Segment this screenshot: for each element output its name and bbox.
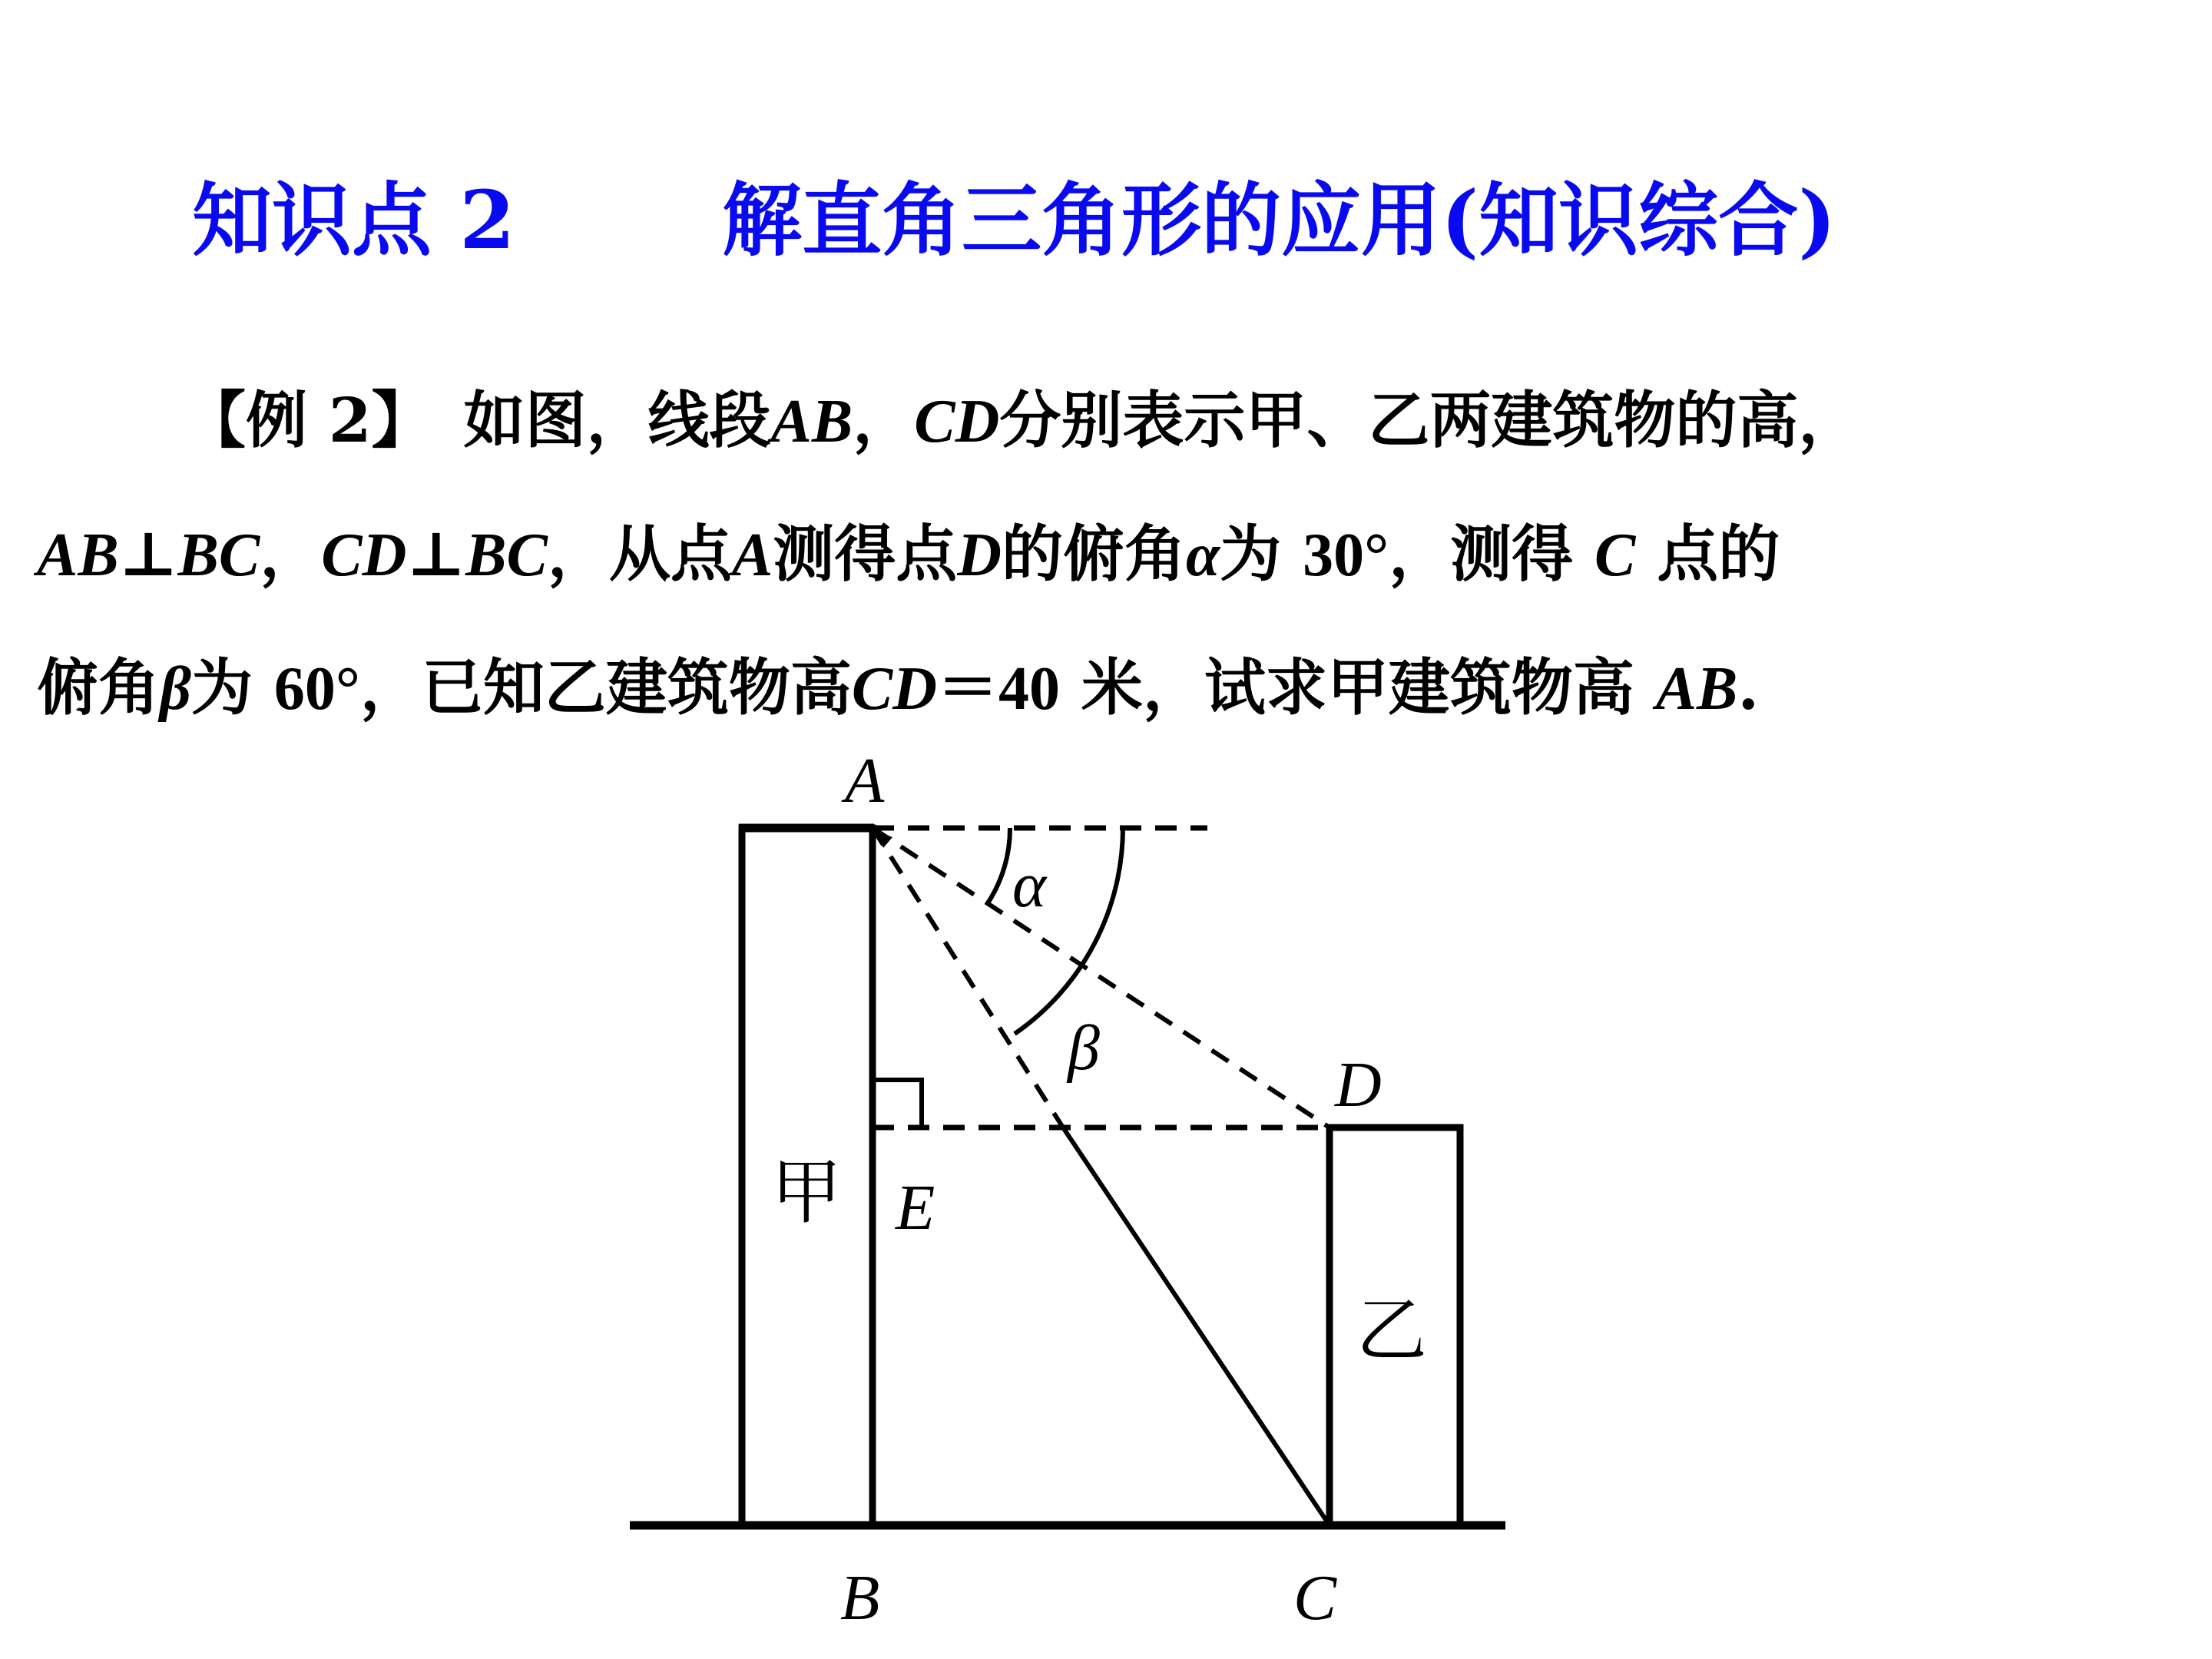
math-symbol: AB	[37, 522, 119, 589]
problem-text: ，测得	[1389, 518, 1595, 590]
math-number: 40	[998, 655, 1060, 723]
math-symbol: CD	[321, 522, 407, 589]
problem-text: 的俯角	[1002, 518, 1187, 590]
line-fc	[1063, 1128, 1330, 1525]
problem-text: 测得点	[773, 518, 958, 590]
point-label-c: C	[1293, 1562, 1337, 1634]
math-symbol: β	[160, 655, 191, 723]
angle-label-beta: β	[1068, 1012, 1100, 1084]
angle-alpha-arc	[988, 828, 1010, 903]
math-symbol: C	[1594, 522, 1636, 589]
point-label-b: B	[840, 1562, 880, 1634]
math-number: 30°	[1303, 522, 1389, 589]
problem-text: ，	[260, 518, 322, 590]
problem-text: 如图，线段	[463, 384, 771, 456]
problem-text: 为	[190, 651, 274, 724]
problem-text: 为	[1220, 518, 1303, 590]
math-symbol: D	[957, 522, 1002, 589]
problem-text: 俯角	[37, 651, 160, 724]
knowledge-point-title: 解直角三角形的应用(知识综合)	[722, 173, 1836, 267]
building-label-jia: 甲	[771, 1151, 843, 1233]
problem-text: 米，试求甲建筑物高	[1059, 651, 1656, 724]
right-angle-mark	[873, 1080, 922, 1128]
math-symbol: α	[1186, 522, 1220, 589]
building-label-yi: 乙	[1356, 1290, 1428, 1372]
math-symbol: CD	[914, 388, 1000, 455]
problem-text: 分别表示甲、乙两建筑物的高，	[999, 384, 1860, 456]
line-ad	[873, 828, 1330, 1128]
point-label-d: D	[1335, 1049, 1382, 1121]
math-symbol: A	[731, 522, 773, 589]
problem-text: ⊥	[118, 518, 178, 590]
problem-text: ，从点	[547, 518, 732, 590]
knowledge-point-label: 知识点 2	[192, 173, 515, 267]
problem-text: ，已知乙建筑物高	[359, 651, 852, 724]
problem-text: 点的	[1635, 518, 1780, 590]
math-symbol: BC	[177, 522, 260, 589]
problem-text: ⊥	[406, 518, 466, 590]
problem-text: .	[1737, 651, 1760, 724]
angle-label-alpha: α	[1012, 849, 1047, 921]
point-label-a: A	[845, 745, 885, 816]
point-label-e: E	[896, 1172, 935, 1243]
problem-text: ，	[853, 384, 915, 456]
math-symbol: AB	[1655, 655, 1738, 723]
math-symbol: AB	[770, 388, 853, 455]
problem-text: ＝	[936, 651, 998, 724]
example-tag: 【例 2】	[184, 384, 433, 456]
math-number: 60°	[273, 655, 360, 723]
math-symbol: CD	[851, 655, 937, 723]
math-symbol: BC	[465, 522, 548, 589]
